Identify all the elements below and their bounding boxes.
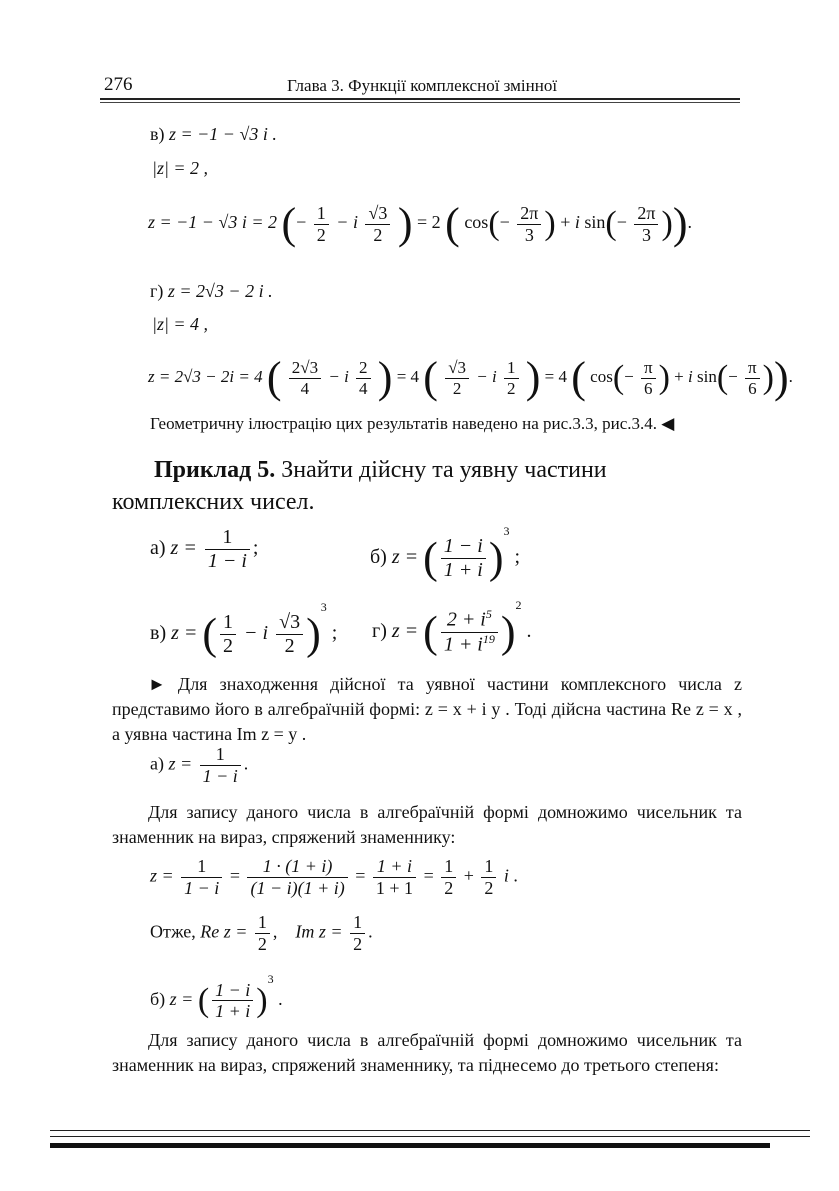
frac-den: 2: [373, 224, 383, 245]
frac-num: 1: [350, 912, 365, 934]
sin-label: sin: [584, 212, 606, 233]
part-v-formula: z = −1 − √3 i .: [169, 124, 277, 144]
task-v: в) z = ( $\frac{1}{2}$ − i $\frac{√3}{2}$ )$^3$ ;: [150, 600, 338, 659]
z-eq: z =: [168, 753, 193, 774]
chapter-title: Глава 3. Функції комплексної змінної: [287, 76, 558, 95]
part-v-eq1: [150, 124, 277, 146]
solution-a-label: а): [150, 753, 164, 774]
im-label: Im z =: [295, 921, 343, 942]
footer-rule-thick: [50, 1143, 770, 1148]
exponent: 5: [485, 607, 492, 622]
frac-den: 6: [644, 378, 653, 398]
part-g-eq2-lhs: z = 2√3 − 2i = 4: [148, 366, 263, 386]
cos-label: cos: [464, 212, 489, 233]
solution-a-result: Отже, Re z = $\frac{1}{2}$ , Im z = $\frac{1}{2}$ .: [150, 912, 373, 954]
frac-num: π: [745, 358, 760, 379]
re-label: Re z =: [200, 921, 248, 942]
sin-label: sin: [697, 366, 717, 386]
z-eq: z =: [171, 622, 198, 644]
solution-a-chain: z = $\frac{1}{1 - i}$ = $\frac{1 \cdot (1 + i)}{(1 - i)(1 + i)}$ = $\frac{1 + i}{1 + 1}$ = $\frac{1}{2}$ + $\frac{1}{2}$ i .: [150, 856, 518, 898]
frac-num: √3: [365, 203, 390, 225]
frac-den: 1 − i: [207, 550, 247, 572]
frac-den: 3: [641, 224, 651, 245]
part-g-modulus: |z| = 4 ,: [152, 314, 209, 334]
frac-num: √3: [445, 358, 469, 379]
task-a: а) z = $\frac{1}{1 - i}$ ;: [150, 526, 259, 572]
frac-den: 2: [284, 634, 295, 657]
frac-num: 1: [181, 856, 222, 878]
part-v-modulus: |z| = 2 ,: [152, 158, 209, 178]
frac-den: 2: [452, 378, 462, 398]
frac-num: π: [641, 358, 656, 379]
part-g-formula: z = 2√3 − 2 i .: [167, 281, 273, 301]
task-v-label: в): [150, 622, 167, 644]
frac-num: 1: [205, 526, 250, 550]
frac-num: 1 − i: [212, 980, 253, 1002]
example-heading: [112, 454, 742, 518]
frac-den: 1 + i: [443, 558, 483, 581]
z-eq: z =: [391, 620, 419, 642]
example-text: Знайти дійсну та уявну частини комплексних чисел.: [112, 457, 607, 515]
solution-b-eq: б) z = ( $\frac{1 - i}{1 + i}$ )$^3$ .: [150, 972, 283, 1022]
part-v-eq2-lhs: z = −1 − √3 i = 2: [148, 212, 277, 233]
eq-sign: = 2: [417, 212, 441, 233]
frac-den: 1 − i: [202, 765, 238, 786]
frac-den: 1 − i: [184, 877, 220, 898]
task-g: г) z = ( $\frac{2 + i^5}{1 + i^{19}}$ )$^2$ .: [372, 598, 532, 657]
frac-num: 1: [481, 856, 496, 878]
exponent: 3: [503, 524, 510, 538]
illustration-note: Геометричну ілюстрацію цих результатів наведено на рис.3.3, рис.3.4. ◀: [150, 414, 675, 433]
exponent: 3: [267, 972, 274, 986]
solution-a-text: Для запису даного числа в алгебраїчній формі домножимо чисельник та знаменник на вираз, спряжений знаменнику:: [112, 802, 742, 847]
frac-num: 1: [314, 203, 329, 225]
frac-den: 2: [507, 378, 516, 398]
therefore-label: Отже,: [150, 921, 196, 942]
numerator-text: 2 + i: [446, 608, 486, 631]
exponent: 2: [515, 598, 522, 612]
task-b: б) z = ( $\frac{1 - i}{1 + i}$ )$^3$ ;: [370, 524, 521, 583]
frac-den: 2: [223, 634, 234, 657]
solution-b-label: б): [150, 989, 166, 1009]
frac-den: 4: [300, 378, 310, 398]
denominator-text: 1 + i: [443, 633, 483, 656]
footer-rule: [50, 1136, 810, 1137]
frac-den: 2: [316, 224, 326, 245]
frac-num: 2: [356, 358, 371, 379]
task-b-label: б): [370, 546, 387, 568]
frac-num: 1: [255, 912, 270, 934]
z-eq: z =: [150, 865, 174, 886]
frac-den: 6: [748, 378, 757, 398]
frac-num: 1 − i: [441, 535, 486, 559]
cos-label: cos: [590, 366, 613, 386]
example-label: Приклад 5.: [154, 457, 276, 483]
part-g-eq2: z = 2√3 − 2i = 4 ( $\frac{2√3}{4}$ − i $\frac{2}{4}$ ) = 4 ( $\frac{√3}{2}$ − i $\frac{1}{2}$ ) = 4 ( cos(− $\frac{\pi}{6}$ ) + i sin(− $\frac{\pi}{6}$ )).: [148, 353, 793, 402]
frac-num: √3: [276, 611, 303, 635]
intro-text: ► Для знаходження дійсної та уявної частини комплексного числа z представимо його в алгебраїчній формі: z = x + i y . Тоді дійсна частина Re z = x , а уявна частина Im z = y .: [112, 674, 742, 744]
frac-num: 1: [441, 856, 456, 878]
frac-num: 1 · (1 + i): [247, 856, 347, 878]
frac-den: 1 + i: [215, 1001, 251, 1022]
frac-den: 2: [353, 933, 363, 954]
task-a-label: а): [150, 537, 166, 560]
header-rule-thin: [100, 102, 740, 103]
frac-num: 1 + i: [373, 856, 416, 878]
frac-den: 1 + 1: [375, 877, 414, 898]
frac-den: 4: [359, 378, 368, 398]
z-eq: z =: [391, 546, 419, 568]
part-g-eq1: [150, 281, 273, 303]
frac-num: 1: [200, 744, 241, 766]
frac-den: 2: [444, 877, 454, 898]
exponent: 3: [320, 600, 327, 614]
solution-b-text: Для запису даного числа в алгебраїчній формі домножимо чисельник та знаменник на вираз, спряжений знаменнику, та піднесемо до третього степеня:: [112, 1030, 742, 1075]
frac-den: 3: [524, 224, 534, 245]
z-eq: z =: [170, 537, 197, 560]
frac-den: 2: [484, 877, 494, 898]
page-number: 276: [104, 74, 133, 95]
frac-num: 1: [220, 611, 236, 635]
eq-sign: = 4: [396, 366, 420, 386]
eq-sign: = 4: [544, 366, 567, 386]
z-eq: z =: [169, 989, 194, 1009]
exponent: 19: [482, 631, 495, 646]
header-rule: [100, 98, 740, 100]
frac-num: 2√3: [289, 358, 321, 379]
part-v-label: в): [150, 124, 165, 144]
footer-rule: [50, 1130, 810, 1131]
task-g-label: г): [372, 620, 387, 642]
frac-num: 2π: [517, 203, 541, 225]
part-v-eq2: z = −1 − √3 i = 2 (− $\frac{1}{2}$ − i $\frac{√3}{2}$ ) = 2 ( cos(− $\frac{2\pi}{3}$ ) + i sin(− $\frac{2\pi}{3}$ )).: [148, 199, 692, 248]
frac-num: 2π: [634, 203, 658, 225]
part-g-label: г): [150, 281, 164, 301]
frac-den: 2: [257, 933, 267, 954]
solution-a-eq: а) z = $\frac{1}{1 - i}$ .: [150, 744, 249, 786]
frac-num: 1: [504, 358, 519, 379]
frac-den: (1 − i)(1 + i): [250, 877, 345, 898]
